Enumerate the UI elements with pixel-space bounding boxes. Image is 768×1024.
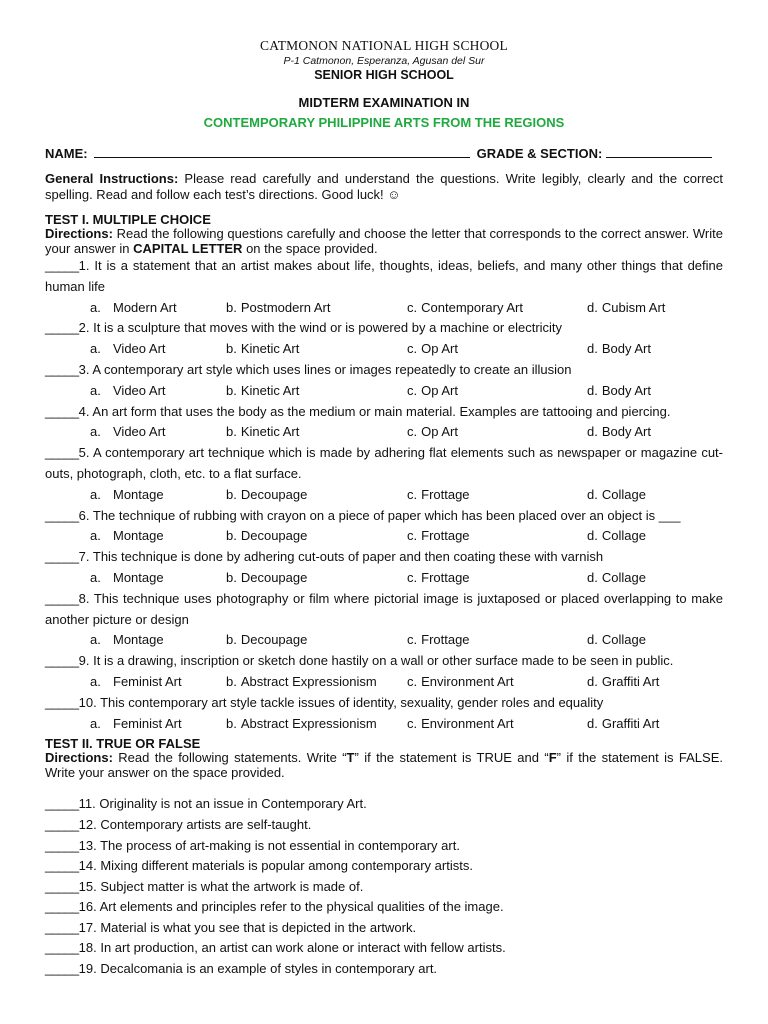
choice-text: Modern Art xyxy=(113,299,177,315)
choice-text: Cubism Art xyxy=(601,299,666,315)
choices-row xyxy=(45,568,723,589)
statement-text: 11. Originality is not an issue in Contemporary Art. xyxy=(78,796,367,812)
choice-text: Environment Art xyxy=(421,673,514,689)
subject-title: CONTEMPORARY PHILIPPINE ARTS FROM THE REGIONS xyxy=(203,115,565,130)
choice-text: Collage xyxy=(601,569,646,585)
choice-text: Graffiti Art xyxy=(601,673,660,689)
choices-row xyxy=(45,526,723,547)
choice-option xyxy=(587,714,723,735)
choice-text: Op Art xyxy=(421,382,458,398)
statement-text: 17. Material is what you see that is depicted in the artwork. xyxy=(78,919,417,935)
choice-letter: b. xyxy=(226,424,237,440)
choice-letter: d. xyxy=(587,341,598,357)
choice-option xyxy=(45,422,226,443)
statement-text: 13. The process of art-making is not essential in contemporary art. xyxy=(78,837,460,853)
question-text: 2. It is a sculpture that moves with the wind or is powered by a machine or electricity xyxy=(78,320,563,336)
choice-text: Body Art xyxy=(601,341,651,357)
choice-option xyxy=(226,381,407,402)
choice-letter: d. xyxy=(587,569,598,585)
choice-text: Abstract Expressionism xyxy=(240,715,377,731)
test1-directions-text: Read the following questions carefully and choose the letter that corresponds to the correct answer. Write your answer in xyxy=(45,226,723,256)
answer-blank[interactable]: _____ xyxy=(45,961,79,977)
choice-text: Body Art xyxy=(601,382,651,398)
choice-text: Frottage xyxy=(421,486,470,502)
question-1 xyxy=(45,256,723,298)
question-text: 3. A contemporary art style which uses lines or images repeatedly to create an illusion xyxy=(78,361,572,377)
question-text: 4. An art form that uses the body as the medium or main material. Examples are tattooing and piercing. xyxy=(78,403,671,419)
choice-option xyxy=(226,630,407,651)
choice-option xyxy=(45,630,226,651)
choice-option xyxy=(45,526,226,547)
choice-option xyxy=(407,526,587,547)
choice-letter: c. xyxy=(407,382,418,398)
choice-letter: b. xyxy=(226,486,237,502)
choice-option xyxy=(407,485,587,506)
general-instructions-text: Please read carefully and understand the questions. Write legibly, clearly and the correct spelling. Read and follow each test’s directions. Good luck! ☺ xyxy=(45,171,723,202)
choice-option xyxy=(587,568,723,589)
answer-blank[interactable]: _____ xyxy=(45,403,79,419)
tf-item-15 xyxy=(45,877,723,898)
choice-letter: a. xyxy=(90,382,101,398)
question-7 xyxy=(45,547,723,568)
choice-letter: a. xyxy=(90,569,101,585)
choices-row xyxy=(45,381,723,402)
choice-option xyxy=(587,381,723,402)
general-instructions xyxy=(45,171,723,202)
choice-text: Decoupage xyxy=(240,486,308,502)
answer-blank[interactable]: _____ xyxy=(45,919,79,935)
choice-option xyxy=(45,714,226,735)
school-address: P-1 Catmonon, Esperanza, Agusan del Sur xyxy=(283,55,485,67)
choice-text: Decoupage xyxy=(240,569,308,585)
choice-option xyxy=(226,714,407,735)
choice-letter: a. xyxy=(90,632,101,648)
exam-page xyxy=(45,38,723,980)
choice-option xyxy=(587,339,723,360)
choices-row xyxy=(45,298,723,319)
choice-option xyxy=(407,714,587,735)
statement-text: 16. Art elements and principles refer to the physical qualities of the image. xyxy=(78,899,504,915)
test1-directions-tail: on the space provided. xyxy=(242,240,378,256)
test2-directions-label: Directions: xyxy=(45,750,113,766)
choice-letter: c. xyxy=(407,299,418,315)
choice-option xyxy=(407,422,587,443)
choice-option xyxy=(407,298,587,319)
question-6 xyxy=(45,506,723,527)
choice-option xyxy=(45,672,226,693)
answer-blank[interactable]: _____ xyxy=(45,590,79,606)
choice-letter: d. xyxy=(587,486,598,502)
answer-blank[interactable]: _____ xyxy=(45,816,79,832)
choice-letter: d. xyxy=(587,299,598,315)
choices-row xyxy=(45,714,723,735)
test2-false-letter: F xyxy=(548,750,557,766)
question-3 xyxy=(45,360,723,381)
question-text: 7. This technique is done by adhering cut-outs of paper and then coating these with varnish xyxy=(78,549,604,565)
question-text: 1. It is a statement that an artist makes about life, thoughts, ideas, beliefs, and many other things that define human life xyxy=(45,258,723,294)
choice-option xyxy=(407,672,587,693)
question-text: 5. A contemporary art technique which is made by adhering flat elements such as newspaper or magazine cut-outs, photograph, cloth, etc. to a flat surface. xyxy=(45,445,723,481)
question-5 xyxy=(45,443,723,485)
multiple-choice-list xyxy=(45,256,723,734)
choice-option xyxy=(45,381,226,402)
choice-option xyxy=(226,485,407,506)
answer-blank[interactable]: _____ xyxy=(45,899,79,915)
choice-option xyxy=(587,422,723,443)
choice-letter: b. xyxy=(226,528,237,544)
test2-directions-part1: Read the following statements. Write “ xyxy=(112,750,347,766)
answer-blank[interactable]: _____ xyxy=(45,507,79,523)
answer-blank[interactable]: _____ xyxy=(45,694,79,710)
choice-letter: b. xyxy=(226,673,237,689)
choices-row xyxy=(45,630,723,651)
choices-row xyxy=(45,485,723,506)
statement-text: 12. Contemporary artists are self-taught. xyxy=(78,816,312,832)
question-text: 8. This technique uses photography or film where pictorial image is juxtaposed or placed overlapping to make another picture or design xyxy=(45,590,723,627)
choice-option xyxy=(226,526,407,547)
choice-letter: c. xyxy=(407,424,418,440)
choice-option xyxy=(587,298,723,319)
choice-text: Video Art xyxy=(113,424,166,440)
choice-text: Frottage xyxy=(421,528,470,544)
choice-text: Video Art xyxy=(113,341,166,357)
tf-item-17 xyxy=(45,918,723,939)
choice-text: Kinetic Art xyxy=(240,382,300,398)
answer-blank[interactable]: _____ xyxy=(45,320,79,336)
answer-blank[interactable]: _____ xyxy=(45,445,79,461)
choice-letter: a. xyxy=(90,299,101,315)
choice-letter: a. xyxy=(90,528,101,544)
choice-text: Decoupage xyxy=(240,528,308,544)
grade-section-field[interactable] xyxy=(606,146,712,158)
choice-letter: c. xyxy=(407,528,418,544)
choice-letter: a. xyxy=(90,715,101,731)
test2-directions-part3: ” if the statement is FALSE. Write your answer on the space provided. xyxy=(45,750,723,780)
choice-option xyxy=(226,339,407,360)
choice-letter: d. xyxy=(587,528,598,544)
school-level: SENIOR HIGH SCHOOL xyxy=(314,68,454,82)
choice-option xyxy=(407,381,587,402)
exam-title: MIDTERM EXAMINATION IN xyxy=(298,95,470,110)
choice-option xyxy=(45,339,226,360)
answer-blank[interactable]: _____ xyxy=(45,796,79,812)
choice-letter: b. xyxy=(226,341,237,357)
choice-option xyxy=(587,630,723,651)
choice-letter: b. xyxy=(226,569,237,585)
statement-text: 15. Subject matter is what the artwork is made of. xyxy=(78,878,364,894)
choice-text: Montage xyxy=(113,486,164,502)
answer-blank[interactable]: _____ xyxy=(45,653,79,669)
test2-directions-part2: ” if the statement is TRUE and “ xyxy=(354,750,549,766)
name-grade-row xyxy=(45,146,723,161)
question-9 xyxy=(45,651,723,672)
choices-row xyxy=(45,339,723,360)
answer-blank[interactable]: _____ xyxy=(45,837,79,853)
choice-letter: c. xyxy=(407,673,418,689)
answer-blank[interactable]: _____ xyxy=(45,549,79,565)
choice-letter: d. xyxy=(587,424,598,440)
tf-item-16 xyxy=(45,897,723,918)
choice-text: Video Art xyxy=(113,382,166,398)
choice-option xyxy=(587,485,723,506)
choice-text: Body Art xyxy=(601,424,651,440)
statement-text: 18. In art production, an artist can work alone or interact with fellow artists. xyxy=(78,940,506,956)
choice-letter: c. xyxy=(407,715,418,731)
statement-text: 19. Decalcomania is an example of styles in contemporary art. xyxy=(78,961,438,977)
choice-letter: b. xyxy=(226,299,237,315)
choice-option xyxy=(407,630,587,651)
choice-text: Decoupage xyxy=(240,632,308,648)
choice-option xyxy=(45,568,226,589)
choice-text: Kinetic Art xyxy=(240,424,300,440)
choice-option xyxy=(407,339,587,360)
tf-item-11 xyxy=(45,794,723,815)
choice-letter: c. xyxy=(407,569,418,585)
statement-text: 14. Mixing different materials is popular among contemporary artists. xyxy=(78,858,473,874)
question-2 xyxy=(45,318,723,339)
choices-row xyxy=(45,422,723,443)
choice-option xyxy=(226,672,407,693)
test2-directions xyxy=(45,751,723,780)
choice-text: Abstract Expressionism xyxy=(240,673,377,689)
choice-text: Feminist Art xyxy=(113,715,182,731)
choice-text: Montage xyxy=(113,569,164,585)
tf-item-12 xyxy=(45,815,723,836)
choice-letter: d. xyxy=(587,715,598,731)
test2-title: TEST II. TRUE OR FALSE xyxy=(45,736,201,752)
answer-blank[interactable]: _____ xyxy=(45,361,79,377)
tf-item-19 xyxy=(45,959,723,980)
general-instructions-label: General Instructions: xyxy=(45,171,179,186)
choice-option xyxy=(226,422,407,443)
choice-text: Graffiti Art xyxy=(601,715,660,731)
choice-text: Op Art xyxy=(421,341,458,357)
choice-letter: d. xyxy=(587,382,598,398)
tf-item-18 xyxy=(45,938,723,959)
choice-letter: a. xyxy=(90,486,101,502)
school-name: CATMONON NATIONAL HIGH SCHOOL xyxy=(260,38,508,53)
choice-text: Frottage xyxy=(421,569,470,585)
test1-directions-label: Directions: xyxy=(45,226,113,241)
choice-text: Feminist Art xyxy=(113,673,182,689)
true-false-list xyxy=(45,794,723,979)
choice-letter: c. xyxy=(407,632,418,648)
question-4 xyxy=(45,402,723,423)
choice-option xyxy=(587,526,723,547)
answer-blank[interactable]: _____ xyxy=(45,858,79,874)
choice-letter: d. xyxy=(587,632,598,648)
choice-text: Op Art xyxy=(421,424,458,440)
test1-directions-emphasis: CAPITAL LETTER xyxy=(133,240,243,256)
choice-text: Montage xyxy=(113,528,164,544)
question-text: 6. The technique of rubbing with crayon on a piece of paper which has been placed over an object is ___ xyxy=(78,507,681,523)
test1-directions xyxy=(45,227,723,256)
question-text: 9. It is a drawing, inscription or sketch done hastily on a wall or other surface made to be seen in public. xyxy=(78,653,674,669)
choice-letter: b. xyxy=(226,715,237,731)
choice-letter: a. xyxy=(90,424,101,440)
choice-letter: c. xyxy=(407,486,418,502)
choices-row xyxy=(45,672,723,693)
choice-option xyxy=(226,568,407,589)
tf-item-13 xyxy=(45,836,723,857)
choice-letter: c. xyxy=(407,341,418,357)
choice-text: Kinetic Art xyxy=(240,341,300,357)
choice-option xyxy=(407,568,587,589)
question-8 xyxy=(45,589,723,631)
choice-letter: d. xyxy=(587,673,598,689)
choice-letter: a. xyxy=(90,673,101,689)
choice-text: Collage xyxy=(601,528,646,544)
choice-text: Environment Art xyxy=(421,715,514,731)
choice-text: Collage xyxy=(601,632,646,648)
choice-letter: b. xyxy=(226,632,237,648)
choice-text: Contemporary Art xyxy=(421,299,523,315)
question-text: 10. This contemporary art style tackle issues of identity, sexuality, gender roles and equality xyxy=(78,694,604,710)
choice-text: Montage xyxy=(113,632,164,648)
choice-option xyxy=(45,485,226,506)
choice-option xyxy=(587,672,723,693)
choice-option xyxy=(226,298,407,319)
test2-true-letter: T xyxy=(346,750,355,766)
choice-letter: a. xyxy=(90,341,101,357)
question-10 xyxy=(45,693,723,714)
choice-text: Postmodern Art xyxy=(240,299,331,315)
choice-option xyxy=(45,298,226,319)
answer-blank[interactable]: _____ xyxy=(45,878,79,894)
grade-section-label: GRADE & SECTION: xyxy=(476,146,603,161)
tf-item-14 xyxy=(45,856,723,877)
answer-blank[interactable]: _____ xyxy=(45,258,79,273)
choice-text: Collage xyxy=(601,486,646,502)
choice-text: Frottage xyxy=(421,632,470,648)
choice-letter: b. xyxy=(226,382,237,398)
name-field[interactable] xyxy=(94,146,470,158)
test1-title: TEST I. MULTIPLE CHOICE xyxy=(45,212,211,227)
name-label: NAME: xyxy=(45,146,88,161)
answer-blank[interactable]: _____ xyxy=(45,940,79,956)
